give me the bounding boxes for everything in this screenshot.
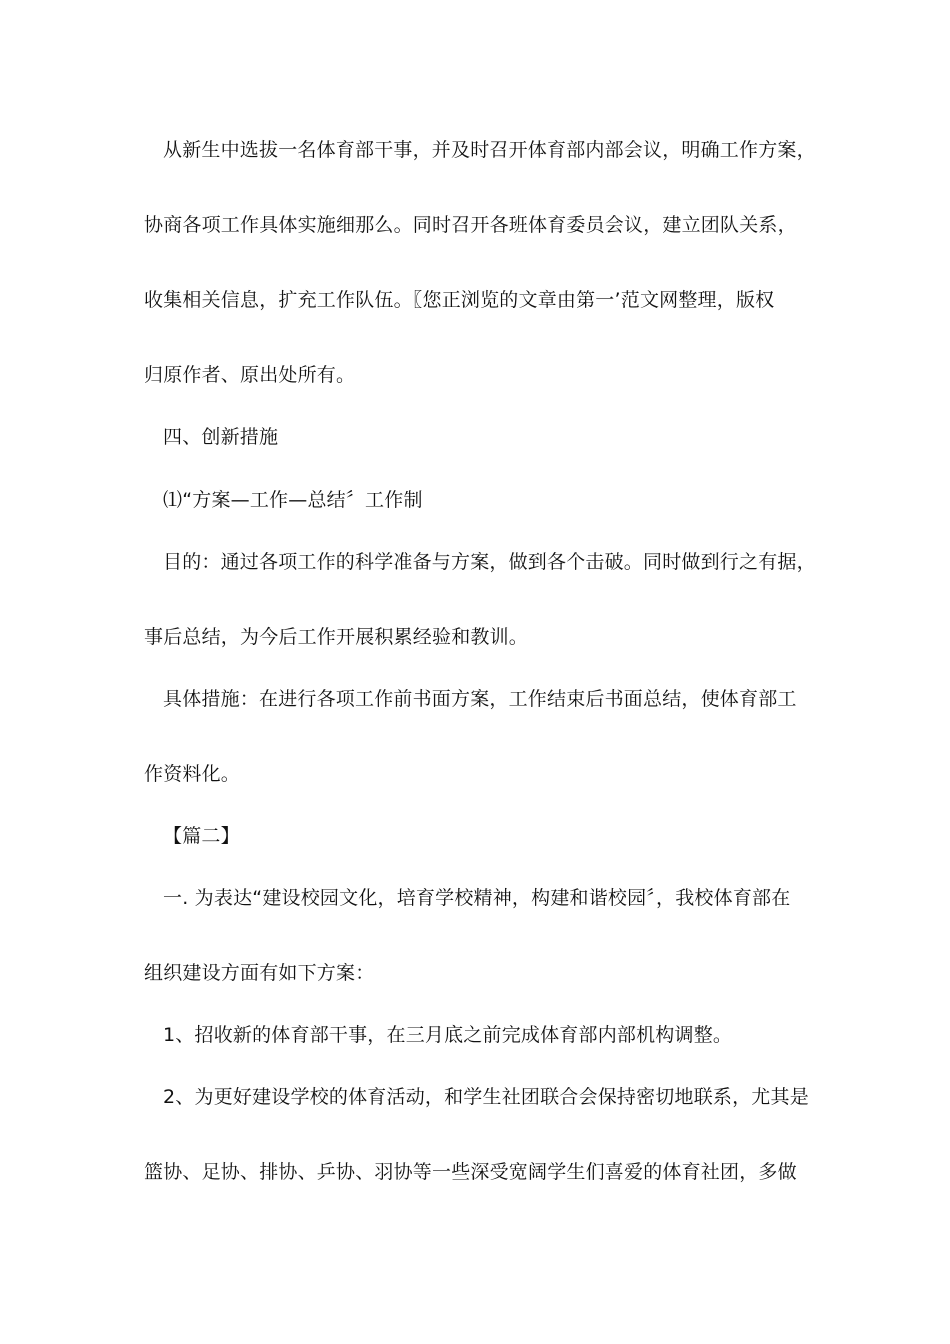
list-item: 2、为更好建设学校的体育活动，和学生社团联合会保持密切地联系，尤其是	[163, 1086, 809, 1108]
paragraph-line: 协商各项工作具体实施细那么。同时召开各班体育委员会议，建立团队关系，	[144, 214, 797, 236]
paragraph-line: 篮协、足协、排协、乒协、羽协等一些深受宽阔学生们喜爱的体育社团，多做	[144, 1161, 797, 1183]
section-heading: 【篇二】	[163, 825, 240, 847]
paragraph-line: 一. 为表达“建设校园文化，培育学校精神，构建和谐校园〞，我校体育部在	[163, 887, 791, 909]
paragraph-line: 具体措施：在进行各项工作前书面方案，工作结束后书面总结，使体育部工	[163, 688, 797, 710]
paragraph-line: 事后总结，为今后工作开展积累经验和教训。	[144, 626, 529, 648]
section-heading: 四、创新措施	[163, 426, 279, 448]
subsection-heading: ⑴“方案—工作—总结〞工作制	[163, 489, 423, 511]
paragraph-line: 从新生中选拔一名体育部干事，并及时召开体育部内部会议，明确工作方案，	[163, 139, 816, 161]
paragraph-line: 收集相关信息，扩充工作队伍。〖您正浏览的文章由第一’范文网整理，版权	[144, 289, 775, 311]
paragraph-line: 组织建设方面有如下方案：	[144, 962, 375, 984]
list-item: 1、招收新的体育部干事，在三月底之前完成体育部内部机构调整。	[163, 1024, 733, 1046]
paragraph-line: 目的：通过各项工作的科学准备与方案，做到各个击破。同时做到行之有据，	[163, 551, 816, 573]
paragraph-line: 作资料化。	[144, 763, 241, 785]
paragraph-line: 归原作者、原出处所有。	[144, 364, 356, 386]
